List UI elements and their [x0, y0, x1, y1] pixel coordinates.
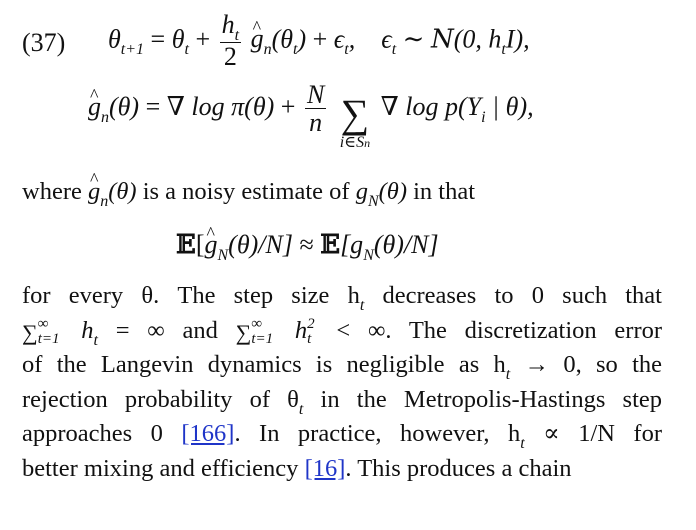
summation-symbol: ∑ i∈Sn — [339, 91, 371, 151]
paragraph-line-5: approaches 0 [166]. In practice, however, $h_t \propto 1/N$ for — [22, 420, 662, 452]
paragraph-line-2: ∑ ∞ t=1 $h_t$ = ∞ and ∑ ∞ t=1 h 2 t < ∞. The discretization error — [22, 315, 663, 349]
equation-number: (37) — [22, 28, 66, 57]
body-paragraph — [22, 280, 662, 484]
citation-link-166[interactable]: [166] — [181, 420, 235, 447]
fraction-ht-over-2: $\frac{h_t}{2}$ — [221, 10, 240, 71]
equation-expectation: 𝔼[^ $g_N(\theta)/N$] ≈ $𝔼[g_N(\theta)/N]$ — [176, 230, 439, 264]
fraction-N-over-n: $\frac{N}{n}$ — [306, 79, 325, 137]
citation-link-16[interactable]: [16] — [304, 454, 346, 482]
paragraph-line-1: for every θ. The step size $h_t$ decreases to 0 such that — [22, 282, 662, 314]
paragraph-line-6: better mixing and efficiency [16]. This produces a chain — [22, 454, 572, 482]
equation-37-body: $\theta_{t+1} = \theta_t$ + $\frac{h_t}{2}$ ^ $g_n(\theta_t) + \epsilon_t$, $\epsilon_t$ ∼ N(0, $h_tI$), — [108, 12, 530, 71]
equation-37 — [22, 28, 65, 58]
paragraph-line-3: of the Langevin dynamics is negligible as $h_t \to 0$, so the — [22, 351, 663, 383]
paragraph-line-4: rejection probability of $\theta_t$ in the Metropolis-Hastings step — [22, 385, 663, 418]
text-where-line: where ^ $g_n(\theta)$ is a noisy estimate of $g_N(\theta)$ in that — [22, 176, 475, 211]
equation-gradient-estimate: ^ $g_n(\theta)$ = ∇ log π(θ) + $\frac{N}{n}$ ∑ i∈Sn ∇ $\log p(Y_i$ | θ), — [88, 80, 534, 138]
